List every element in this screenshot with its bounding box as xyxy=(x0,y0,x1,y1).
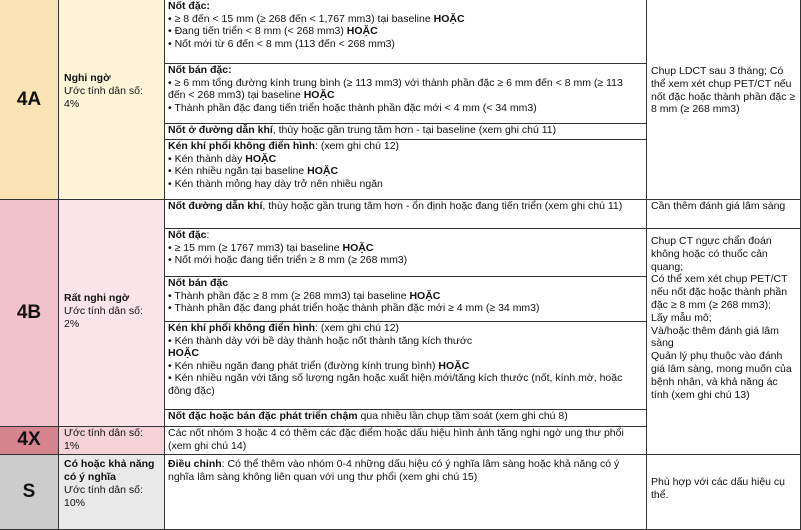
grid-line xyxy=(164,139,646,140)
finding-line: • ≥ 8 đến < 15 mm (≥ 268 đến < 1,767 mm3) tại baseline HOẶC xyxy=(168,12,465,25)
finding-4b-cyst xyxy=(164,321,646,409)
finding-or: HOẶC xyxy=(168,347,199,360)
grid-line xyxy=(164,123,646,124)
finding-line: • Nốt mới hoặc đang tiến triển ≥ 8 mm (≥ 268 mm3) xyxy=(168,254,408,267)
risk-s xyxy=(58,454,164,530)
finding-line: • Thành phần đặc ≥ 8 mm (≥ 268 mm3) tại baseline HOẶC xyxy=(168,289,441,302)
finding-4a-airway: Nốt ở đường dẫn khí, thùy hoặc gần trung tâm hơn - tại baseline (xem ghi chú 11) xyxy=(168,124,557,136)
finding-line: • Kén thành mỏng hay dày trở nên nhiều ngăn xyxy=(168,177,383,190)
category-4x: 4X xyxy=(0,426,58,454)
category-4b: 4B xyxy=(0,199,58,426)
finding-line: • Kén thành dày HOẶC xyxy=(168,152,277,165)
finding-4b-solid xyxy=(164,228,646,276)
finding-line: • Kén thành dày với bề dày thành hoặc nốt thành tăng kích thước xyxy=(168,334,473,347)
risk-label: Có hoặc khả năng có ý nghĩa xyxy=(64,458,155,483)
finding-4x: Các nốt nhóm 3 hoặc 4 có thêm các đặc điểm hoặc dấu hiệu hình ảnh tăng nghi ngờ ung thư phổi (xem ghi chú 14) xyxy=(168,427,624,452)
finding-title: Nốt đặc: xyxy=(168,229,210,241)
grid-line xyxy=(164,63,646,64)
finding-title: Kén khí phổi không điển hình: (xem ghi chú 12) xyxy=(168,322,400,334)
finding-4b-part-solid xyxy=(164,276,646,321)
finding-title: Nốt bán đặc: xyxy=(168,64,232,76)
risk-estimate: Ước tính dân số: 10% xyxy=(64,484,143,509)
grid-line xyxy=(646,0,647,530)
finding-line: • Nốt mới từ 6 đến < 8 mm (113 đến < 268 mm3) xyxy=(168,37,395,50)
finding-line: • Thành phần đặc đang phát triển hoặc thành phần đặc mới ≥ 4 mm (≥ 34 mm3) xyxy=(168,302,540,315)
category-s: S xyxy=(0,454,58,530)
grid-line xyxy=(164,276,646,277)
risk-label: Rất nghi ngờ xyxy=(64,292,130,304)
grid-line xyxy=(164,321,646,322)
management-s: Phù hợp với các dấu hiệu cụ thể. xyxy=(651,476,786,501)
risk-estimate: Ước tính dân số: 2% xyxy=(64,305,143,330)
finding-4a-solid xyxy=(164,0,646,63)
finding-line: • ≥ 15 mm (≥ 1767 mm3) tại baseline HOẶC xyxy=(168,241,374,254)
grid-line xyxy=(58,0,59,530)
finding-title: Nốt bán đặc xyxy=(168,277,229,289)
grid-line xyxy=(164,409,646,410)
grid-line xyxy=(164,228,801,229)
grid-line xyxy=(0,454,801,455)
grid-line xyxy=(0,426,646,427)
grid-line xyxy=(164,0,165,530)
finding-title: Nốt đặc: xyxy=(168,0,210,12)
finding-line: • Thành phần đặc đang tiến triển hoặc thành phần đặc mới < 4 mm (< 34 mm3) xyxy=(168,101,537,114)
risk-4x xyxy=(58,426,164,454)
finding-4a-cyst xyxy=(164,139,646,199)
finding-line: • Kén nhiều ngăn tại baseline HOẶC xyxy=(168,165,339,178)
finding-4b-slow: Nốt đặc hoặc bán đặc phát triển chậm qua nhiều lần chụp tầm soát (xem ghi chú 8) xyxy=(168,410,568,422)
finding-4b-airway: Nốt đường dẫn khí, thùy hoặc gần trung tâm hơn - ổn định hoặc đang tiến triển (xem ghi chú 11) xyxy=(168,200,623,212)
risk-estimate: Ước tính dân số: 1% xyxy=(64,427,143,452)
risk-estimate: Ước tính dân số: 4% xyxy=(64,85,143,110)
risk-label: Nghi ngờ xyxy=(64,72,111,84)
management-4b-airway: Cần thêm đánh giá lâm sàng xyxy=(651,200,786,212)
finding-line: • Kén nhiều ngăn đang phát triển (đường kính trung bình) HOẶC xyxy=(168,359,470,372)
finding-line: • ≥ 6 mm tổng đường kính trung bình (≥ 113 mm3) với thành phần đặc ≥ 6 mm đến < 8 mm (≥ 113 đến < 268 mm3) tại baseline HOẶC xyxy=(168,76,623,102)
category-4a: 4A xyxy=(0,0,58,199)
finding-line: • Đang tiến triển < 8 mm (< 268 mm3) HOẶC xyxy=(168,25,378,38)
finding-4a-part-solid xyxy=(164,63,646,123)
management-4a: Chụp LDCT sau 3 tháng; Có thể xem xét chụp PET/CT nếu nốt đặc hoặc thành phần đặc ≥ 8 mm (≥ 268 mm3) xyxy=(651,65,796,116)
risk-4a xyxy=(58,0,164,199)
finding-s: Điều chỉnh: Có thể thêm vào nhóm 0-4 những dấu hiệu có ý nghĩa lâm sàng hoặc khả năng có ý nghĩa lâm sàng không liên quan với ung thư phổi (xem ghi chú 15) xyxy=(168,458,620,483)
risk-4b xyxy=(58,199,164,426)
finding-line: • Kén nhiều ngăn với tăng số lượng ngăn hoặc xuất hiện mới/tăng kích thước (nốt, kính mờ, hoặc đông đặc) xyxy=(168,372,623,397)
finding-title: Kén khí phổi không điển hình: (xem ghi chú 12) xyxy=(168,140,400,152)
management-4b: Chụp CT ngực chẩn đoán không hoặc có thuốc cản quang; Có thể xem xét chụp PET/CT nếu nốt đặc hoặc thành phần đặc ≥ 8 mm (≥ 268 mm3); Lấy mẫu mô; Và/hoặc thêm đánh giá lâm sàng Quản lý phụ thuộc vào đánh giá lâm sàng, mong muốn của bệnh nhân, và khả năng ác tính (xem ghi chú 13) xyxy=(651,235,792,401)
grid-line xyxy=(0,199,801,200)
